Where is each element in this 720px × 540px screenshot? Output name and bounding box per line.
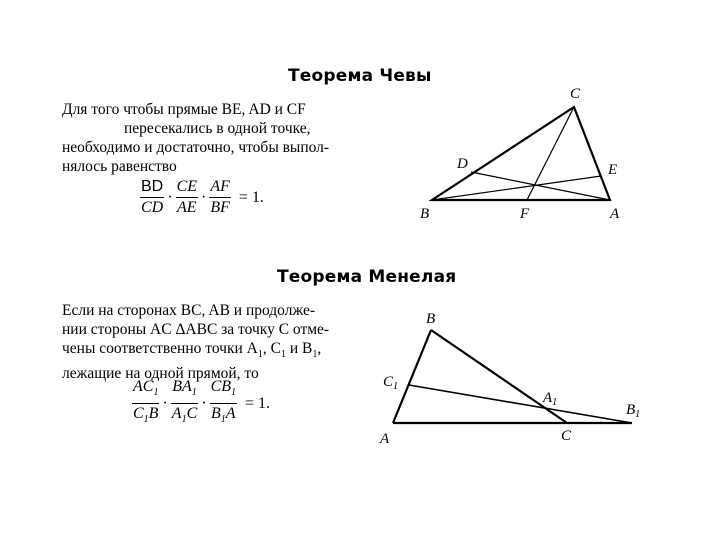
menelaus-figure: [393, 330, 632, 423]
ceva-fraction-2-numerator: CE: [176, 178, 198, 198]
ceva-label-b: B: [420, 206, 430, 222]
menelaus-fraction-2-numerator: $BA_1$: [171, 378, 198, 404]
menelaus-fraction-1-numerator: $AC_1$: [132, 378, 159, 404]
menelaus-formula-rhs: = 1.: [245, 394, 271, 412]
ceva-fraction-1-numerator: BD: [140, 178, 164, 198]
dot-operator: ·: [167, 188, 173, 206]
ceva-line-2: пересекались в одной точке,: [124, 120, 311, 137]
ceva-fraction-3-denominator: BF: [210, 199, 230, 216]
menelaus-label-b: B: [426, 311, 436, 327]
menelaus-label-a: A: [380, 431, 390, 447]
menelaus-fraction-1: [132, 378, 159, 429]
menelaus-fraction-3-denominator: $B_1A$: [211, 405, 236, 426]
dot-operator: ·: [162, 394, 168, 412]
menelaus-side-ab: [393, 330, 431, 423]
menelaus-formula: [130, 378, 270, 429]
ceva-cevian-be: [432, 176, 601, 200]
ceva-triangle: [432, 107, 610, 200]
menelaus-fraction-1-denominator: $C_1B$: [133, 405, 159, 426]
ceva-title: Теорема Чевы: [288, 66, 432, 86]
dot-operator: ·: [201, 394, 207, 412]
ceva-fraction-1-denominator: CD: [141, 199, 164, 216]
menelaus-line-3: чены соответственно точки $A_1$, $C_1$ и $B_1$,: [62, 340, 322, 361]
ceva-label-a: A: [610, 206, 620, 222]
menelaus-fraction-2: [171, 378, 198, 429]
ceva-formula-rhs: = 1.: [238, 188, 264, 206]
menelaus-label-b1: $B_1$: [626, 402, 641, 420]
menelaus-label-c1: $C_1$: [383, 374, 399, 392]
menelaus-fraction-3-numerator: $CB_1$: [210, 378, 237, 404]
ceva-cevian-ad: [471, 172, 610, 200]
ceva-line-3: необходимо и достаточно, чтобы выпол-: [62, 139, 330, 156]
menelaus-label-c: C: [561, 428, 572, 444]
menelaus-line-1: Если на сторонах BC, AB и продолже-: [62, 302, 316, 319]
ceva-fraction-2-denominator: AE: [177, 199, 197, 216]
ceva-line-4: нялось равенство: [62, 158, 177, 175]
menelaus-title: Теорема Менелая: [277, 267, 457, 287]
ceva-line-1: Для того чтобы прямые BE, AD и CF: [62, 101, 306, 118]
ceva-label-d: D: [457, 156, 468, 172]
menelaus-fraction-2-denominator: $A_1C$: [171, 405, 198, 426]
menelaus-statement: [62, 301, 329, 383]
menelaus-fraction-3: [210, 378, 237, 429]
menelaus-line-4: лежащие на одной прямой, то: [62, 365, 259, 383]
ceva-fraction-3-numerator: AF: [209, 178, 231, 198]
menelaus-line-2: нии стороны AC ΔABC за точку C отме-: [62, 321, 330, 338]
ceva-label-e: E: [608, 162, 618, 178]
ceva-figure: [432, 107, 610, 200]
ceva-label-f: F: [520, 206, 530, 222]
menelaus-label-a1: $A_1$: [543, 390, 558, 408]
ceva-label-c: C: [570, 86, 581, 102]
dot-operator: ·: [201, 188, 207, 206]
